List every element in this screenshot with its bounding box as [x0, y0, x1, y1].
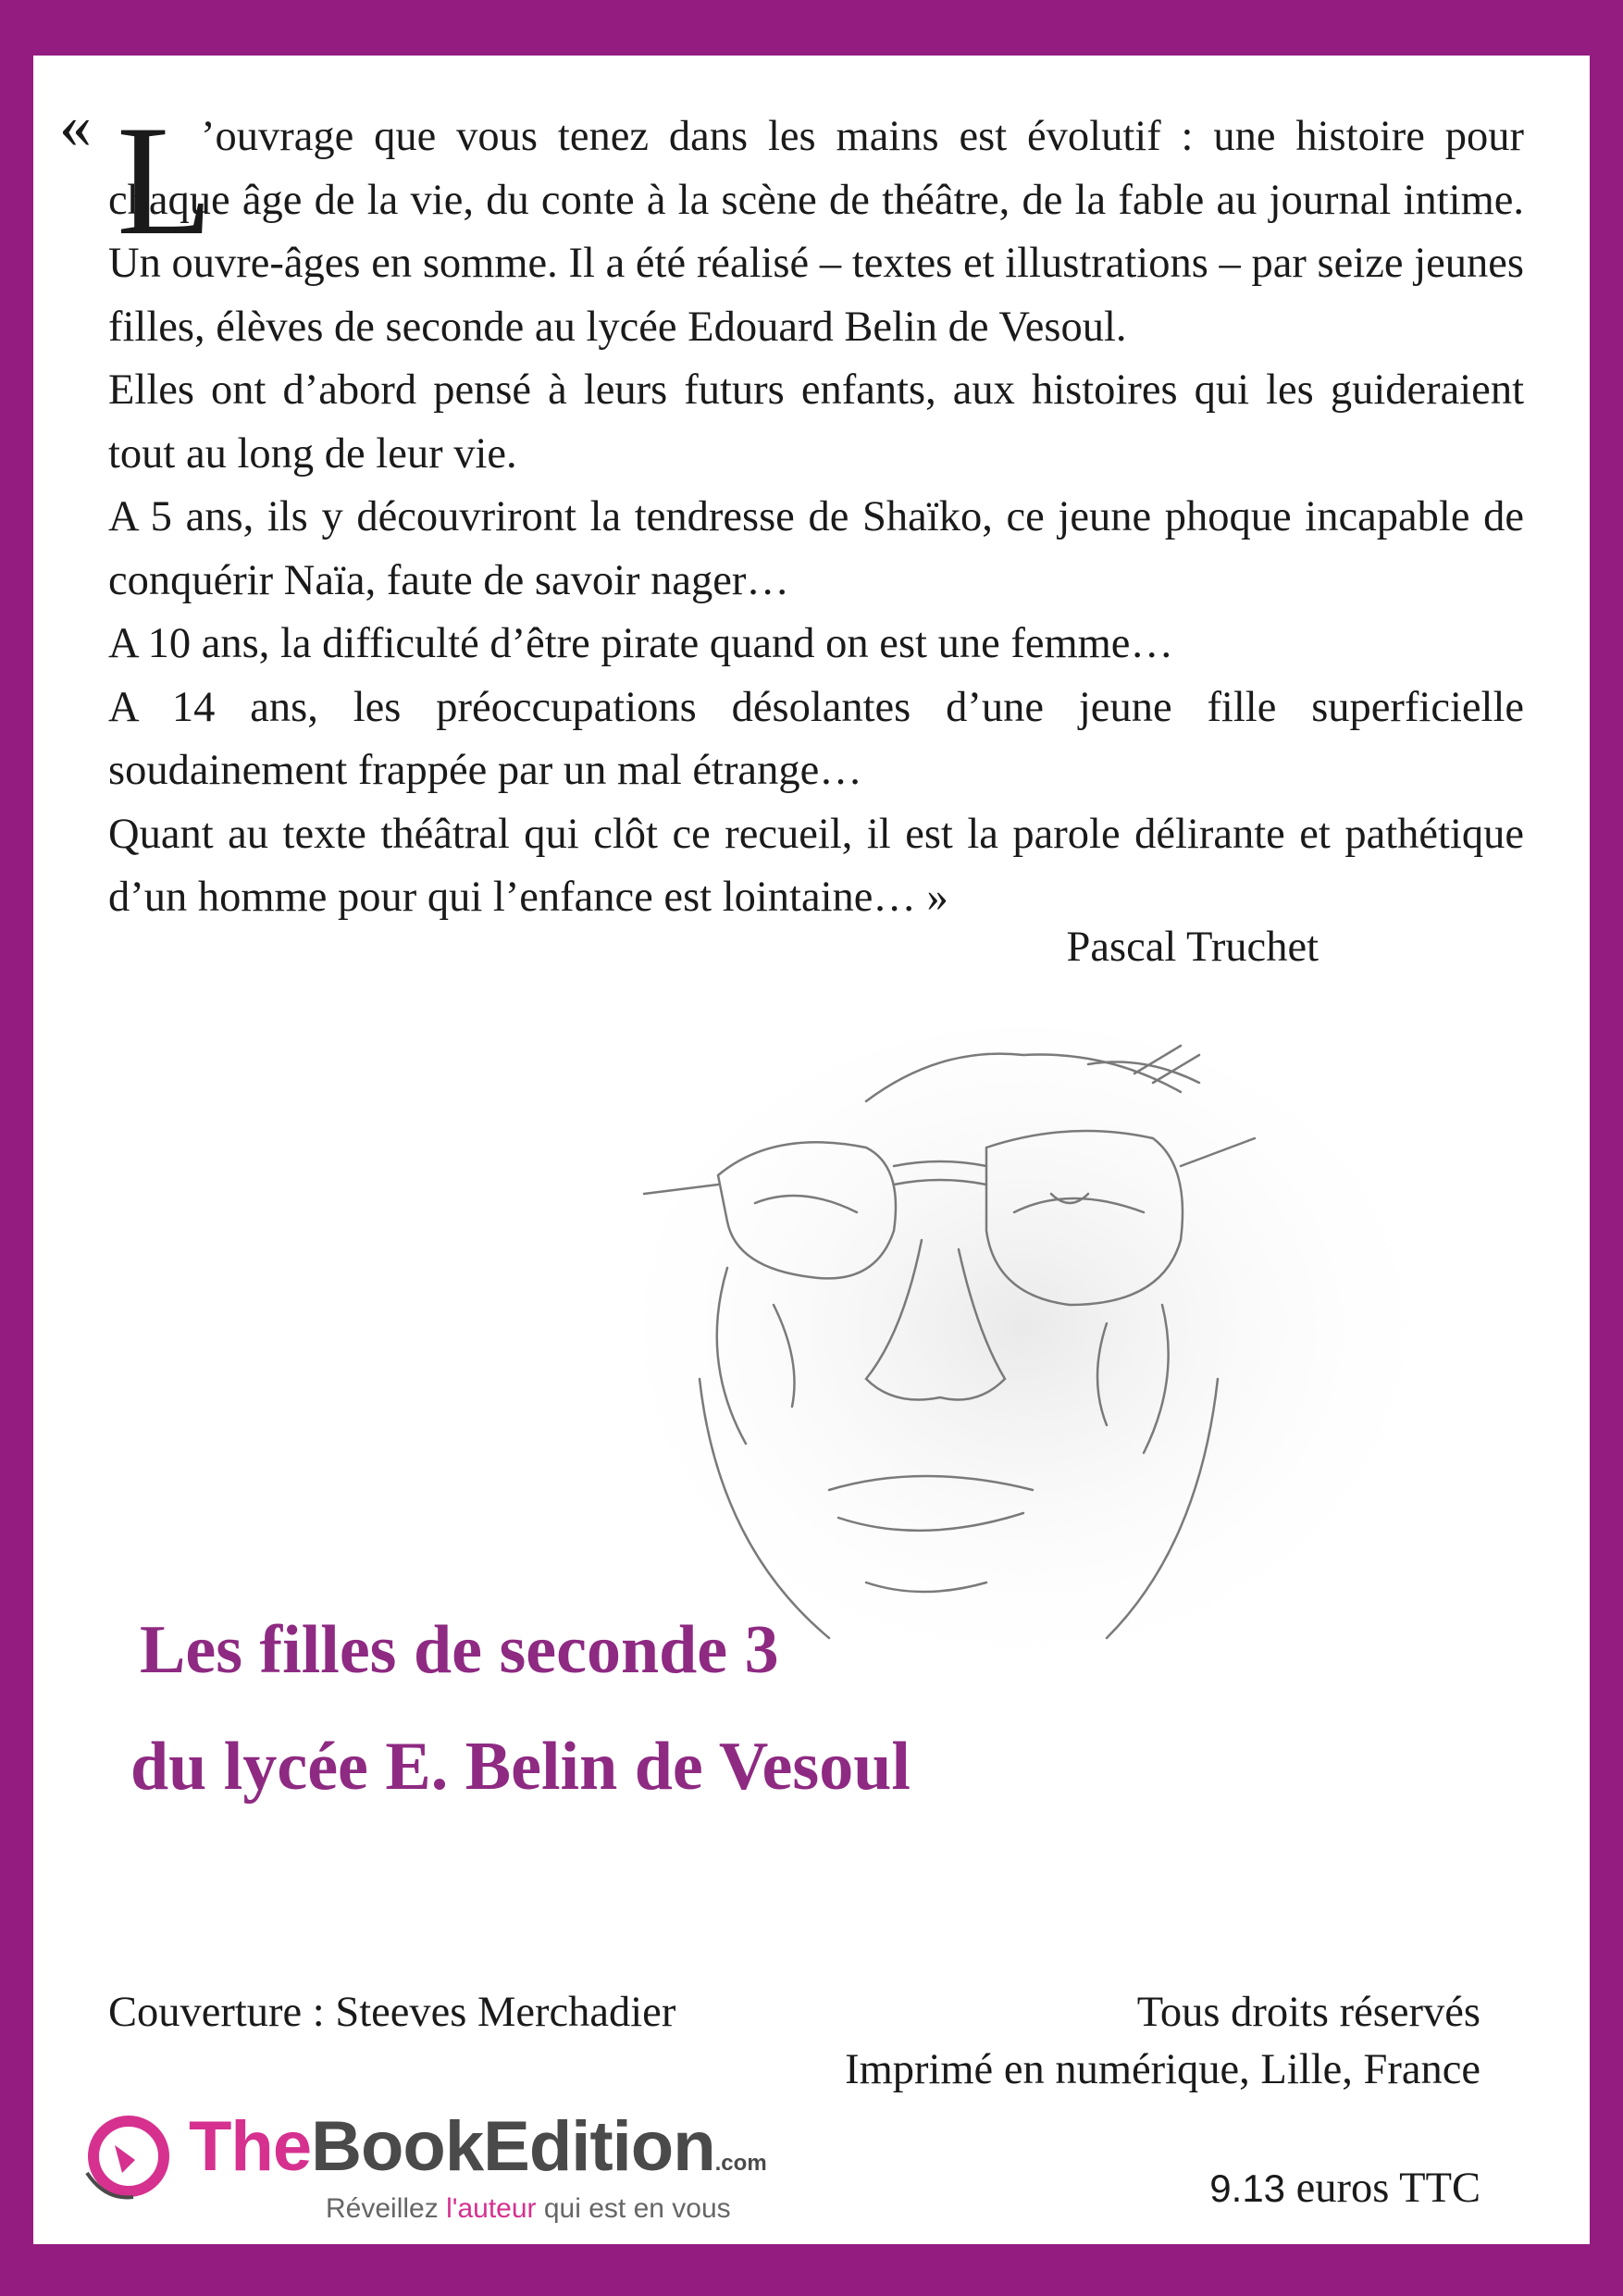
blurb-paragraph-4: A 10 ans, la difficulté d’être pirate quand on est une femme… — [108, 620, 1173, 667]
thebookedition-logo-text — [189, 2107, 767, 2186]
logo-book-edition: BookEdition — [311, 2107, 715, 2186]
opening-quote-mark: « — [59, 91, 92, 162]
rights-notice — [845, 1984, 1481, 2099]
logo-the: The — [189, 2107, 312, 2186]
blurb-paragraph-2: Elles ont d’abord pensé à leurs futurs enfants, aux histoires qui les guideraient tout au long de leur vie. — [108, 366, 1524, 478]
tagline-highlight: l'auteur — [446, 2193, 537, 2224]
blurb-paragraph-1: ’ouvrage que vous tenez dans les mains est évolutif : une histoire pour chaque âge de la vie, du conte à la scène de théâtre, de la fable au journal intime. Un ouvre-âges en somme. Il a été réalisé – textes et illustrations – par seize jeunes filles, élèves de seconde au lycée Edouard Belin de Vesoul. — [108, 113, 1524, 351]
price-unit: euros TTC — [1295, 2165, 1481, 2212]
quote-author: Pascal Truchet — [1066, 924, 1319, 971]
back-cover — [33, 56, 1590, 2244]
book-title-line-1: Les filles de seconde 3 — [140, 1612, 779, 1688]
rights-line-1: Tous droits réservés — [1136, 1989, 1481, 2036]
price-amount: 9.13 — [1209, 2166, 1286, 2210]
logo-com: .com — [714, 2151, 767, 2176]
rights-line-2: Imprimé en numérique, Lille, France — [845, 2046, 1481, 2093]
cover-credit: Couverture : Steeves Merchadier — [108, 1989, 676, 2036]
tagline-pre: Réveillez — [326, 2193, 447, 2224]
price — [1209, 2164, 1481, 2213]
tagline-post: qui est en vous — [536, 2193, 731, 2224]
thebookedition-logo-icon — [78, 2108, 180, 2210]
blurb-paragraph-3: A 5 ans, ils y découvriront la tendresse de Shaïko, ce jeune phoque incapable de conquérir Naïa, faute de savoir nager… — [108, 493, 1524, 604]
book-title — [130, 1592, 911, 1825]
blurb-text — [108, 105, 1524, 930]
drop-cap: L — [117, 93, 213, 267]
logo-tagline — [326, 2193, 731, 2225]
book-title-line-2: du lycée E. Belin de Vesoul — [130, 1729, 911, 1805]
blurb-paragraph-5: A 14 ans, les préoccupations désolantes d’une jeune fille superficielle soudainement frappée par un mal étrange… — [108, 683, 1524, 794]
blurb-paragraph-6: Quant au texte théâtral qui clôt ce recueil, il est la parole délirante et pathétique d’un homme pour qui l’enfance est lointaine… » — [108, 810, 1524, 921]
